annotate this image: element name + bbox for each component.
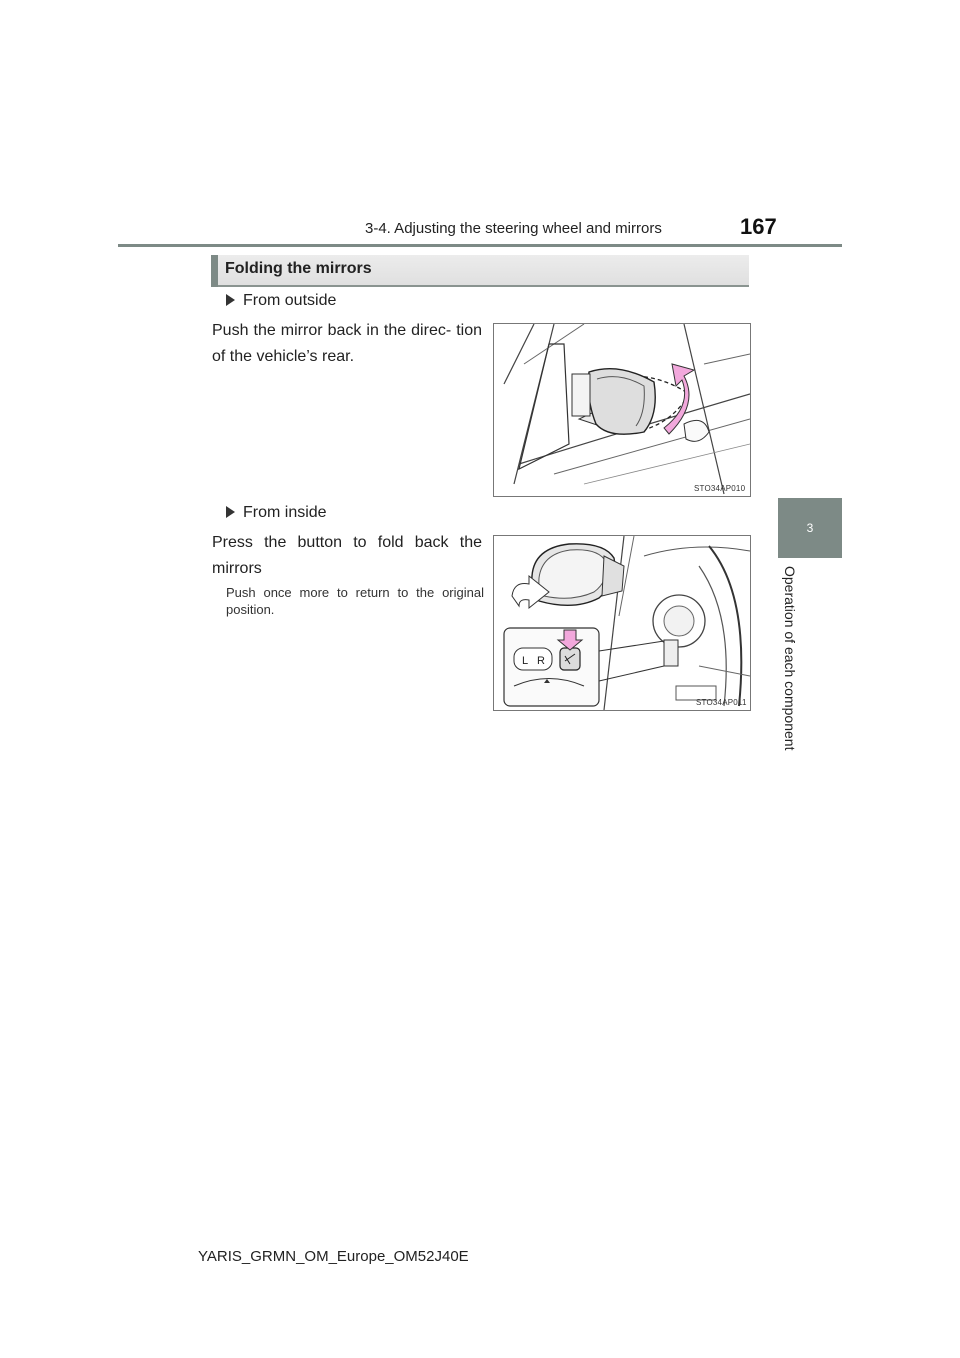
bullet-from-outside bbox=[226, 292, 336, 310]
chapter-title: Operation of each component bbox=[782, 566, 798, 751]
bullet-from-inside bbox=[226, 504, 327, 522]
inside-button-illustration bbox=[494, 536, 750, 710]
chapter-tab: 3 bbox=[778, 498, 842, 558]
figure-outside-mirror bbox=[493, 323, 751, 497]
header-rule bbox=[118, 244, 842, 247]
note-from-inside: Push once more to return to the original position. bbox=[226, 585, 484, 617]
figure-inside-button bbox=[493, 535, 751, 711]
chapter-title-vertical bbox=[781, 566, 803, 766]
figure-code-inside: STO34AP011 bbox=[696, 698, 747, 707]
footer-document-id: YARIS_GRMN_OM_Europe_OM52J40E bbox=[198, 1248, 469, 1265]
switch-label-right: R bbox=[537, 655, 545, 667]
bullet-triangle-icon bbox=[226, 294, 235, 306]
bullet-heading: From outside bbox=[243, 292, 337, 309]
paragraph-from-inside: Press the button to fold back the mirrors bbox=[212, 534, 482, 577]
section-heading-accent bbox=[211, 255, 218, 287]
outside-mirror-illustration bbox=[494, 324, 750, 496]
paragraph-from-outside: Push the mirror back in the direc- tion of the vehicle’s rear. bbox=[212, 322, 482, 365]
page-number: 167 bbox=[740, 214, 777, 239]
switch-label-left: L bbox=[522, 655, 529, 667]
figure-code-outside: STO34AP010 bbox=[694, 484, 746, 493]
bullet-heading: From inside bbox=[243, 504, 327, 521]
bullet-triangle-icon bbox=[226, 506, 235, 518]
header-section-title: 3-4. Adjusting the steering wheel and mirrors bbox=[365, 220, 662, 237]
section-heading: Folding the mirrors bbox=[225, 260, 372, 277]
section-heading-bar bbox=[211, 255, 749, 287]
